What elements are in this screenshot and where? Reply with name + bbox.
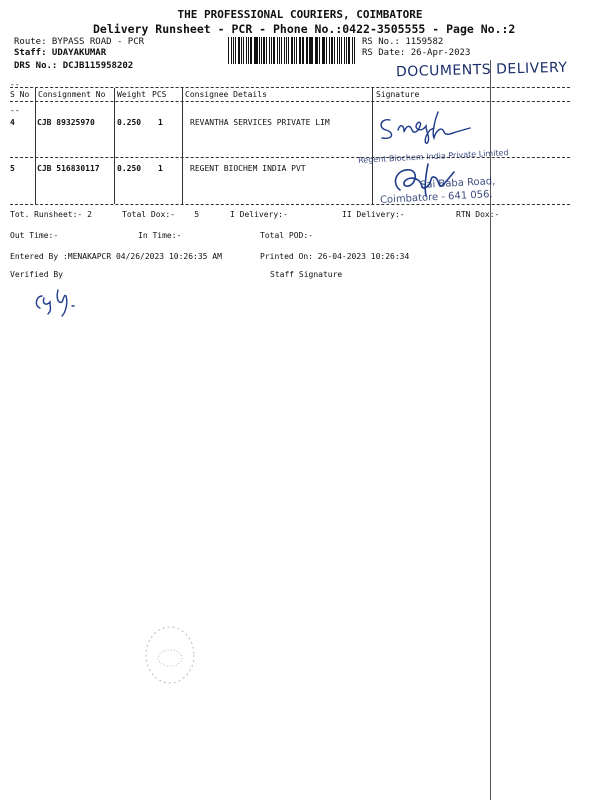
barcode-bar — [231, 37, 233, 64]
barcode-bar — [309, 37, 310, 64]
table-row-weight: 0.250 — [117, 118, 142, 127]
barcode-bar — [228, 37, 229, 64]
barcode-bar — [288, 37, 290, 64]
barcode-bar — [261, 37, 262, 64]
barcode-bar — [296, 37, 297, 64]
rtn-dox: RTN Dox:- — [456, 210, 500, 219]
table-bottom-rule — [10, 204, 570, 205]
barcode-bar — [299, 37, 301, 64]
barcode-bar — [243, 37, 245, 64]
table-row-consignment: CJB 516830117 — [37, 164, 100, 173]
barcode-bar — [286, 37, 287, 64]
total-pod: Total POD:- — [260, 231, 313, 240]
table-row-sno: 5 — [10, 164, 15, 173]
barcode-bar — [334, 37, 335, 64]
table-row-pcs: 1 — [158, 164, 163, 173]
barcode-bar — [254, 37, 255, 64]
barcode-bar — [322, 37, 323, 64]
runsheet-subtitle: Delivery Runsheet - PCR - Phone No.:0422-3505555 - Page No.:2 — [93, 22, 516, 36]
staff-text: Staff: UDAYAKUMAR — [14, 48, 107, 58]
barcode-bar — [271, 37, 272, 64]
barcode-bar — [302, 37, 303, 64]
barcode-bar — [331, 37, 333, 64]
barcode-bar — [344, 37, 346, 64]
barcode-bar — [316, 37, 318, 64]
barcode-bar — [250, 37, 252, 64]
barcode-bar — [354, 37, 355, 64]
barcode-bar — [291, 37, 293, 64]
dash-mark: -- — [10, 80, 20, 89]
barcode-bar — [326, 37, 327, 64]
total-dox: Total Dox:- 5 — [122, 210, 200, 219]
faded-seal — [140, 620, 200, 690]
col-header-weight: Weight — [117, 90, 146, 99]
handwritten-signature — [370, 108, 490, 146]
barcode-bar — [339, 37, 340, 64]
barcode-bar — [273, 37, 275, 64]
barcode-bar — [235, 37, 236, 64]
column-line — [114, 88, 115, 204]
col-header-consignee: Consignee Details — [185, 90, 267, 99]
documents-delivery-stamp: DOCUMENTS DELIVERY — [395, 59, 568, 81]
barcode-bar — [315, 37, 316, 64]
total-runsheet: Tot. Runsheet:- 2 — [10, 210, 92, 219]
scan-edge-line — [490, 60, 491, 800]
recipient-stamp-line2: Sai Baba Road, — [419, 176, 496, 191]
barcode — [228, 37, 356, 64]
barcode-bar — [284, 37, 285, 64]
table-row-sno: 4 — [10, 118, 15, 127]
dash-mark: -- — [10, 106, 20, 115]
column-line — [35, 88, 36, 204]
barcode-bar — [281, 37, 282, 64]
table-header-rule — [10, 101, 570, 102]
ii-delivery: II Delivery:- — [342, 210, 405, 219]
table-row-consignee: REVANTHA SERVICES PRIVATE LIM — [190, 118, 330, 127]
route-text: Route: BYPASS ROAD - PCR — [14, 37, 145, 47]
barcode-bar — [263, 37, 265, 64]
barcode-bar — [255, 37, 257, 64]
col-header-consignment: Consignment No — [38, 90, 106, 99]
barcode-bar — [352, 37, 353, 64]
barcode-bar — [279, 37, 281, 64]
table-top-rule — [10, 87, 570, 88]
table-row-consignment: CJB 89325970 — [37, 118, 95, 127]
barcode-bar — [341, 37, 342, 64]
col-header-sno: S No — [10, 90, 30, 99]
barcode-bar — [259, 37, 260, 64]
barcode-bar — [310, 37, 312, 64]
out-time: Out Time:- — [10, 231, 59, 240]
barcode-bar — [319, 37, 320, 64]
barcode-bar — [246, 37, 247, 64]
rs-date: RS Date: 26-Apr-2023 — [362, 48, 471, 58]
barcode-bar — [233, 37, 234, 64]
barcode-bar — [241, 37, 242, 64]
barcode-bar — [248, 37, 249, 64]
barcode-bar — [306, 37, 308, 64]
col-header-pcs: PCS — [152, 90, 167, 99]
barcode-bar — [329, 37, 330, 64]
staff-signature-label: Staff Signature — [270, 270, 343, 279]
printed-on: Printed On: 26-04-2023 10:26:34 — [260, 252, 410, 261]
recipient-stamp-line3: Coimbatore - 641 056. — [379, 189, 493, 206]
rs-number: RS No.: 1159582 — [362, 37, 444, 47]
column-line — [182, 88, 183, 204]
i-delivery: I Delivery:- — [230, 210, 288, 219]
barcode-bar — [266, 37, 268, 64]
barcode-bar — [238, 37, 240, 64]
barcode-bar — [323, 37, 325, 64]
recipient-stamp-line1: Regent Biochem India Private Limited — [357, 148, 509, 165]
table-row-consignee: REGENT BIOCHEM INDIA PVT — [190, 164, 306, 173]
drs-number: DRS No.: DCJB115958202 — [14, 61, 134, 71]
table-row-weight: 0.250 — [117, 164, 142, 173]
barcode-bar — [337, 37, 339, 64]
barcode-bar — [269, 37, 270, 64]
barcode-bar — [346, 37, 347, 64]
verified-by-label: Verified By — [10, 270, 63, 279]
in-time: In Time:- — [138, 231, 182, 240]
col-header-signature: Signature — [376, 90, 420, 99]
recipient-signature — [370, 160, 480, 200]
barcode-bar — [294, 37, 295, 64]
barcode-bar — [277, 37, 278, 64]
table-row-pcs: 1 — [158, 118, 163, 127]
barcode-bar — [303, 37, 304, 64]
barcode-bar — [348, 37, 350, 64]
verified-initials — [28, 282, 108, 318]
entered-by: Entered By :MENAKAPCR 04/26/2023 10:26:35 AM — [10, 252, 222, 261]
company-title: THE PROFESSIONAL COURIERS, COIMBATORE — [177, 8, 423, 21]
